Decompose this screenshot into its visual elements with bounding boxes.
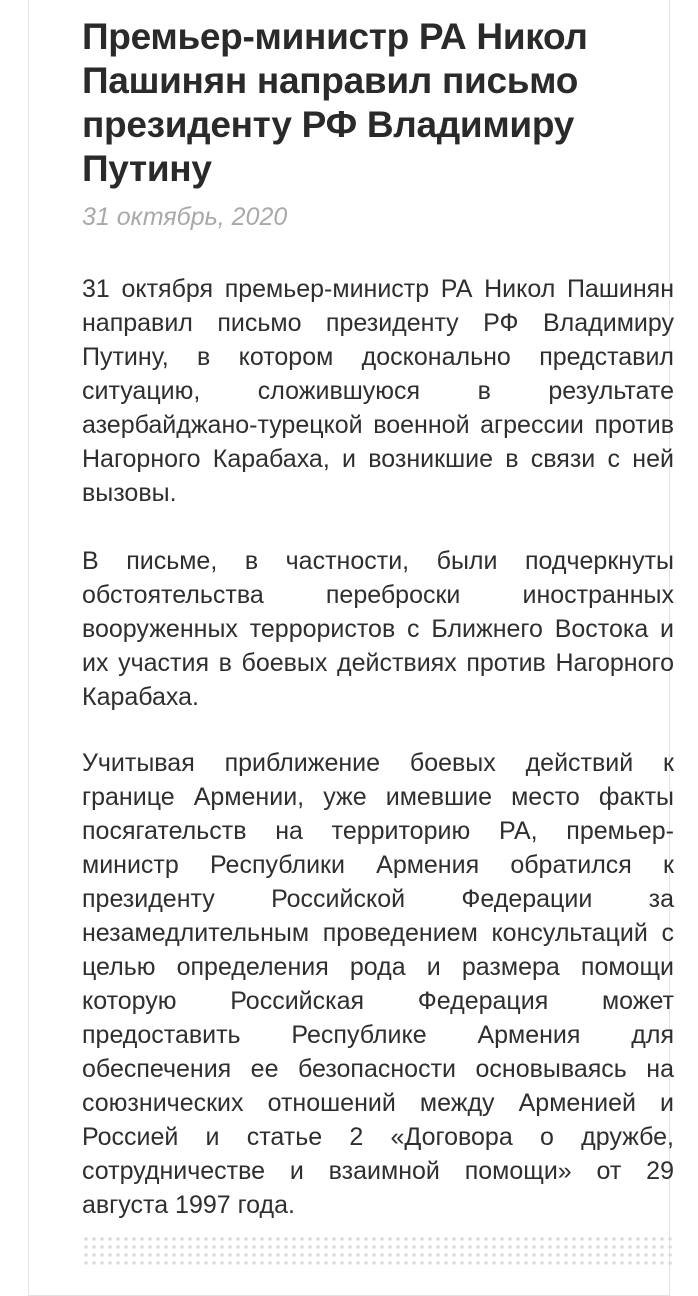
article-date: 31 октябрь, 2020 bbox=[82, 203, 288, 231]
article-body bbox=[82, 272, 674, 1222]
article-paragraph: 31 октября премьер-министр РА Никол Пашинян направил письмо президенту РФ Владимиру Путину, в котором досконально представил ситуацию, сложившуюся в результате азербайджано-турецкой военной агрессии против Нагорного Карабаха, и возникшие в связи с ней вызовы. bbox=[82, 275, 674, 507]
article-content bbox=[82, 15, 674, 1222]
dotted-divider bbox=[82, 1235, 674, 1265]
article-card bbox=[28, 0, 674, 1296]
article-title: Премьер-министр РА Никол Пашинян направил письмо президенту РФ Владимиру Путину bbox=[82, 16, 588, 189]
article-paragraph: В письме, в частности, были подчеркнуты обстоятельства переброски иностранных вооруженных террористов с Ближнего Востока и их участия в боевых действиях против Нагорного Карабаха. bbox=[82, 547, 674, 711]
article-paragraph: Учитывая приближение боевых действий к границе Армении, уже имевшие место факты посягательств на территорию РА, премьер-министр Республики Армения обратился к президенту Российской Федерации за незамедлительным проведением консультаций с целью определения рода и размера помощи которую Российская Федерация может предоставить Республике Армения для обеспечения ее безопасности основываясь на союзнических отношений между Арменией и Россией и статье 2 «Договора о дружбе, сотрудничестве и взаимной помощи» от 29 августа 1997 года. bbox=[82, 749, 674, 1219]
